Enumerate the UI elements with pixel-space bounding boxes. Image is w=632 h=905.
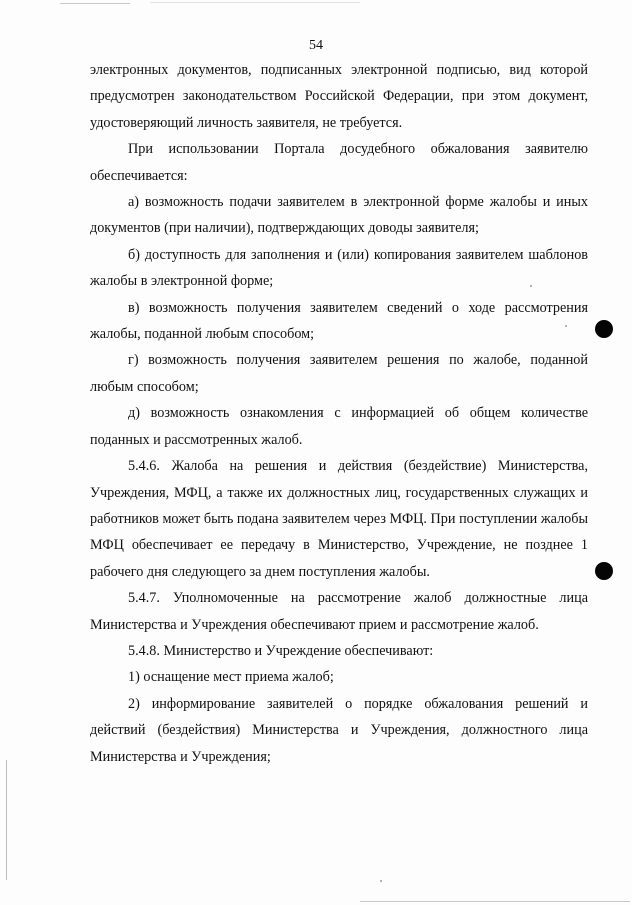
paragraph-item-2: 2) информирование заявителей о порядке обжалования решений и действий (бездействия) Министерства и Учреждения, должностного лица Министерства и Учреждения; (90, 695, 588, 765)
paragraph-item-b: б) доступность для заполнения и (или) копирования заявителем шаблонов жалобы в электронной форме; (90, 246, 588, 290)
paragraph-item-v: в) возможность получения заявителем сведений о ходе рассмотрения жалобы, поданной любым способом; (90, 299, 588, 343)
punch-hole-dot (595, 562, 613, 580)
paragraph-item-d: д) возможность ознакомления с информацией об общем количестве поданных и рассмотренных жалоб. (90, 405, 588, 448)
scan-line-bottom (360, 901, 630, 902)
scan-line-top-mid (150, 2, 360, 3)
page-number: 54 (309, 38, 323, 53)
document-body (90, 57, 588, 770)
paragraph-5-4-7: 5.4.7. Уполномоченные на рассмотрение жалоб должностные лица Министерства и Учреждения обеспечивают прием и рассмотрение жалоб. (90, 590, 588, 633)
paragraph-item-g: г) возможность получения заявителем решения по жалобе, поданной любым способом; (90, 352, 588, 395)
paragraph-5-4-8: 5.4.8. Министерство и Учреждение обеспечивают: (128, 642, 434, 659)
paragraph-item-1: 1) оснащение мест приема жалоб; (128, 669, 334, 686)
punch-hole-dot (595, 320, 613, 338)
scan-line-top-left (60, 3, 130, 4)
scan-speck (380, 880, 382, 882)
paragraph-5-4-6: 5.4.6. Жалоба на решения и действия (бездействие) Министерства, Учреждения, МФЦ, а также их должностных лиц, государственных служащих и работников может быть подана заявителем через МФЦ. При поступлении жалобы МФЦ обеспечивает ее передачу в Министерство, Учреждение, не позднее 1 рабочего дня следующего за днем поступления жалобы. (90, 458, 588, 580)
left-margin-mark (6, 760, 7, 880)
paragraph-continued-electronic-docs: электронных документов, подписанных электронной подписью, вид которой предусмотрен законодательством Российской Федерации, при этом документ, удостоверяющий личность заявителя, не требуется. (90, 62, 588, 131)
paragraph-item-a: а) возможность подачи заявителем в электронной форме жалобы и иных документов (при наличии), подтверждающих доводы заявителя; (90, 194, 588, 237)
paragraph-portal-intro: При использовании Портала досудебного обжалования заявителю обеспечивается: (90, 141, 588, 184)
